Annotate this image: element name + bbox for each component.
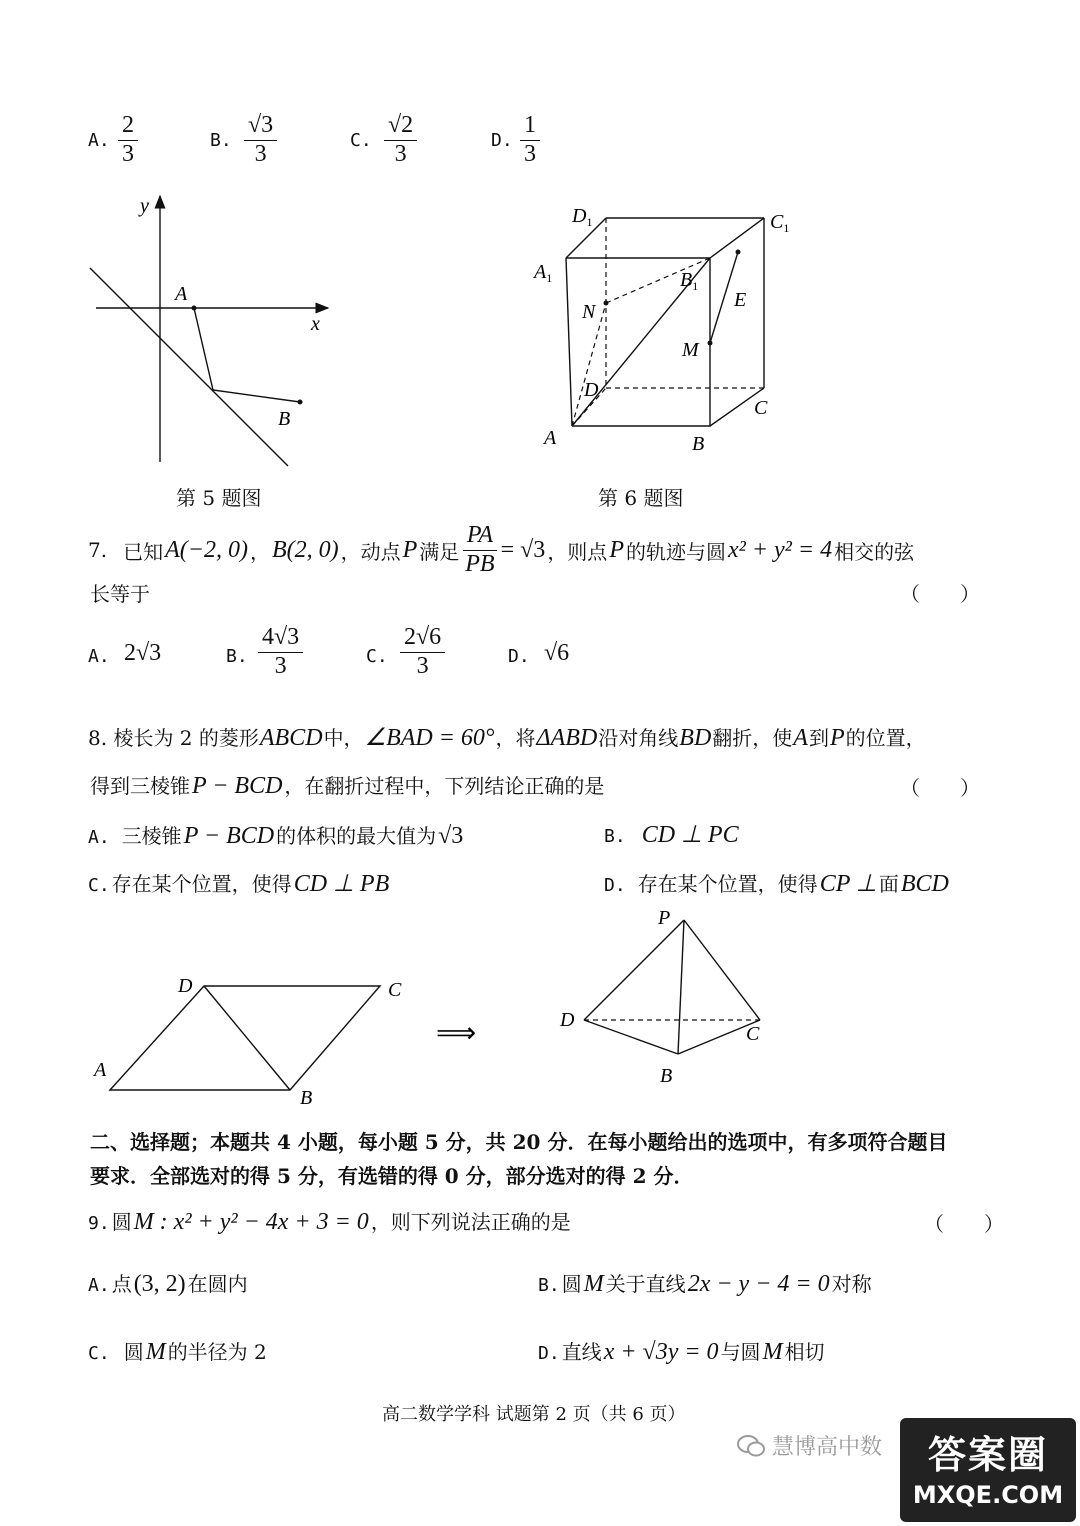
q9-optC-text2: 的半径为 2 xyxy=(167,1340,267,1364)
q7-text2: ，动点 xyxy=(340,539,401,564)
q9-optA-text1: 点 xyxy=(111,1272,132,1296)
q8-optA-text: 三棱锥 xyxy=(121,824,182,848)
q6-option-d-label: D. xyxy=(491,130,513,151)
q8-abcd: ABCD xyxy=(259,725,323,751)
q8-optC-math: CD ⊥ PB xyxy=(293,871,390,897)
q8-optA-val: √3 xyxy=(438,823,464,849)
point-b-label: B xyxy=(278,408,291,430)
q8-option-b-label: B. xyxy=(604,826,626,847)
q7-text4: ，则点 xyxy=(547,539,608,564)
q8-optA-math: P − BCD xyxy=(183,823,275,849)
q8-optA-text2: 的体积的最大值为 xyxy=(276,824,437,848)
q7-option-d-label: D. xyxy=(508,646,530,667)
n-label: N xyxy=(582,301,596,323)
q6-option-b-label: B. xyxy=(210,130,232,151)
q7-circle: x² + y² = 4 xyxy=(727,536,833,563)
q8-pbcd: P − BCD xyxy=(192,773,283,799)
q8-l1c: ，将 xyxy=(495,726,536,750)
y-axis-label: y xyxy=(140,195,149,217)
q9-eq: M : x² + y² − 4x + 3 = 0 xyxy=(133,1209,369,1235)
watermark xyxy=(736,1430,882,1461)
question-8-bracket: （ ） xyxy=(900,776,980,800)
q9-option-b-label: B. xyxy=(538,1275,560,1296)
q7-sep: ， xyxy=(249,539,270,564)
q7-point-a: A(−2, 0) xyxy=(165,536,248,563)
question-7-line1 xyxy=(88,522,914,578)
rhombus-b-label: B xyxy=(300,1087,313,1109)
section-2-line2: 要求．全部选对的得 5 分，有选错的得 0 分，部分选对的得 2 分． xyxy=(90,1164,694,1188)
q8-option-a-label: A. xyxy=(88,827,110,848)
q9-optB-text2: 关于直线 xyxy=(605,1272,686,1296)
q6-option-c-value: $\frac{√2}{3}$ xyxy=(384,112,417,168)
q8-l1d: 沿对角线 xyxy=(598,726,679,750)
q6-option-d-value: $\frac{1}{3}$ xyxy=(520,112,540,168)
c1-label: $C_1$ xyxy=(770,211,790,235)
q9-optB-text1: 圆 xyxy=(561,1272,582,1296)
tetra-b-label: B xyxy=(660,1065,673,1087)
d-label: D xyxy=(584,379,599,401)
q9-text1: 圆 xyxy=(111,1210,132,1234)
question-7-line2: 长等于 xyxy=(90,582,150,606)
q8-a: A xyxy=(793,725,808,751)
tetra-c-label: C xyxy=(746,1023,760,1045)
q9-optB-m: M xyxy=(583,1271,604,1297)
e-label: E xyxy=(734,289,747,311)
m-label: M xyxy=(682,339,699,361)
arrow-implies: ⟹ xyxy=(436,1018,477,1049)
q9-optD-math: x + √3y = 0 xyxy=(603,1339,719,1365)
watermark-text: 慧博高中数 xyxy=(772,1435,883,1460)
tetra-d-label: D xyxy=(560,1009,575,1031)
q9-optD-m: M xyxy=(762,1339,783,1365)
d1-label: $D_1$ xyxy=(572,205,593,229)
q9-optA-math: (3, 2) xyxy=(133,1271,186,1297)
q9-option-c xyxy=(88,1336,267,1366)
q8-l2a: 得到三棱锥 xyxy=(90,774,190,798)
question-7-number: 7. xyxy=(88,538,108,563)
q9-option-b xyxy=(538,1268,872,1298)
q6-option-a-label: A. xyxy=(88,130,110,151)
q7-eq: = √3 xyxy=(500,536,546,563)
q8-optB-math: CD ⊥ PC xyxy=(641,822,739,848)
q8-option-c-label: C. xyxy=(88,875,110,896)
q8-p: P xyxy=(829,725,845,751)
x-axis-label: x xyxy=(311,313,320,335)
site-logo-url: MXQE.COM xyxy=(912,1481,1064,1509)
tetra-p-label: P xyxy=(658,907,671,929)
rhombus-c-label: C xyxy=(388,979,402,1001)
section-2-line1: 二、选择题；本题共 4 小题，每小题 5 分，共 20 分．在每小题给出的选项中，有多项符合题目 xyxy=(90,1130,948,1154)
q7-point-b: B(2, 0) xyxy=(271,536,339,563)
q7-text6: 相交的弦 xyxy=(834,539,915,564)
rhombus-d-label: D xyxy=(178,975,193,997)
q8-option-d-label: D. xyxy=(604,875,626,896)
q6-option-a-value: $\frac{2}{3}$ xyxy=(118,112,138,168)
question-9-bracket: （ ） xyxy=(924,1212,1004,1236)
q9-option-d xyxy=(538,1336,825,1366)
a-label: A xyxy=(544,427,557,449)
q7-option-c-label: C. xyxy=(366,646,388,667)
line-l xyxy=(90,268,291,466)
site-logo xyxy=(900,1418,1076,1522)
figure-8 xyxy=(80,900,800,1120)
q8-tri: ΔABD xyxy=(536,725,598,751)
figure-6 xyxy=(520,200,820,470)
b1-label: $B_1$ xyxy=(680,269,699,293)
wechat-icon xyxy=(736,1433,766,1459)
q9-optB-text3: 对称 xyxy=(831,1272,872,1296)
site-logo-mark: 答案圈 xyxy=(927,1433,1048,1477)
q8-optD-text2: 面 xyxy=(878,872,899,896)
q8-l1e: 翻折，使 xyxy=(712,726,793,750)
q8-l2b: ，在翻折过程中，下列结论正确的是 xyxy=(284,774,605,798)
q7-text1: 已知 xyxy=(123,539,164,564)
q7-option-c-value: $\frac{2√6}{3}$ xyxy=(400,624,445,680)
figure-5-caption: 第 5 题图 xyxy=(176,486,262,510)
question-9-number: 9. xyxy=(88,1213,110,1234)
q7-option-a-label: A. xyxy=(88,646,110,667)
q7-p2: P xyxy=(609,536,624,563)
q6-option-c-label: C. xyxy=(350,130,372,151)
q9-text2: ，则下列说法正确的是 xyxy=(370,1210,571,1234)
q8-l1f: 到 xyxy=(808,726,829,750)
q6-option-b-value: $\frac{√3}{3}$ xyxy=(244,112,277,168)
q9-optC-m: M xyxy=(145,1339,166,1365)
q9-optA-text2: 在圆内 xyxy=(187,1272,248,1296)
q7-text5: 的轨迹与圆 xyxy=(625,539,726,564)
diagonal-bd xyxy=(204,986,290,1090)
q7-p: P xyxy=(402,536,418,563)
point-b-dot xyxy=(298,400,303,405)
figure-5 xyxy=(80,190,350,480)
q9-option-c-label: C. xyxy=(88,1343,110,1364)
question-8-line1 xyxy=(88,722,926,752)
q9-optC-text1: 圆 xyxy=(123,1340,144,1364)
q8-optD-math: CP ⊥ xyxy=(819,871,877,897)
c-label: C xyxy=(754,397,768,419)
q9-option-d-label: D. xyxy=(538,1343,560,1364)
point-a-label: A xyxy=(175,283,188,305)
q9-option-a xyxy=(88,1268,248,1298)
q8-option-c xyxy=(88,868,389,898)
rhombus-abcd xyxy=(110,986,380,1090)
q8-bd: BD xyxy=(679,725,712,751)
q7-option-d-value: √6 xyxy=(544,640,570,666)
q7-option-a-value: 2√3 xyxy=(124,640,162,666)
q9-optD-text1: 直线 xyxy=(561,1340,602,1364)
q7-text3: 满足 xyxy=(419,539,460,564)
q9-optB-math: 2x − y − 4 = 0 xyxy=(687,1271,830,1297)
q9-optD-text3: 相切 xyxy=(784,1340,825,1364)
b-label: B xyxy=(692,433,705,455)
figure-6-caption: 第 6 题图 xyxy=(598,486,684,510)
rhombus-a-label: A xyxy=(94,1059,107,1081)
q7-option-b-value: $\frac{4√3}{3}$ xyxy=(258,624,303,680)
q8-l1b: 中， xyxy=(323,726,364,750)
q7-option-b-label: B. xyxy=(226,646,248,667)
q8-option-b xyxy=(604,820,739,849)
q8-l1g: 的位置， xyxy=(845,726,926,750)
q8-optD-math2: BCD xyxy=(900,871,949,897)
q8-option-a xyxy=(88,820,463,850)
q8-optD-text: 存在某个位置，使得 xyxy=(637,872,818,896)
question-9 xyxy=(88,1206,571,1236)
a1-label: $A_1$ xyxy=(534,261,553,285)
question-8-line2 xyxy=(90,770,604,800)
q8-option-d xyxy=(604,868,949,898)
q7-ratio: $\frac{PA}{PB}$ xyxy=(461,522,498,578)
point-a-dot xyxy=(192,306,197,311)
question-7-bracket: （ ） xyxy=(900,582,980,606)
q8-l1a: 8. 棱长为 2 的菱形 xyxy=(88,726,259,750)
q9-option-a-label: A. xyxy=(88,1275,110,1296)
q8-angle: ∠BAD = 60° xyxy=(364,725,495,751)
page-footer: 高二数学学科 试题第 2 页（共 6 页） xyxy=(382,1404,686,1425)
q9-optD-text2: 与圆 xyxy=(720,1340,761,1364)
q8-optC-text: 存在某个位置，使得 xyxy=(111,872,292,896)
